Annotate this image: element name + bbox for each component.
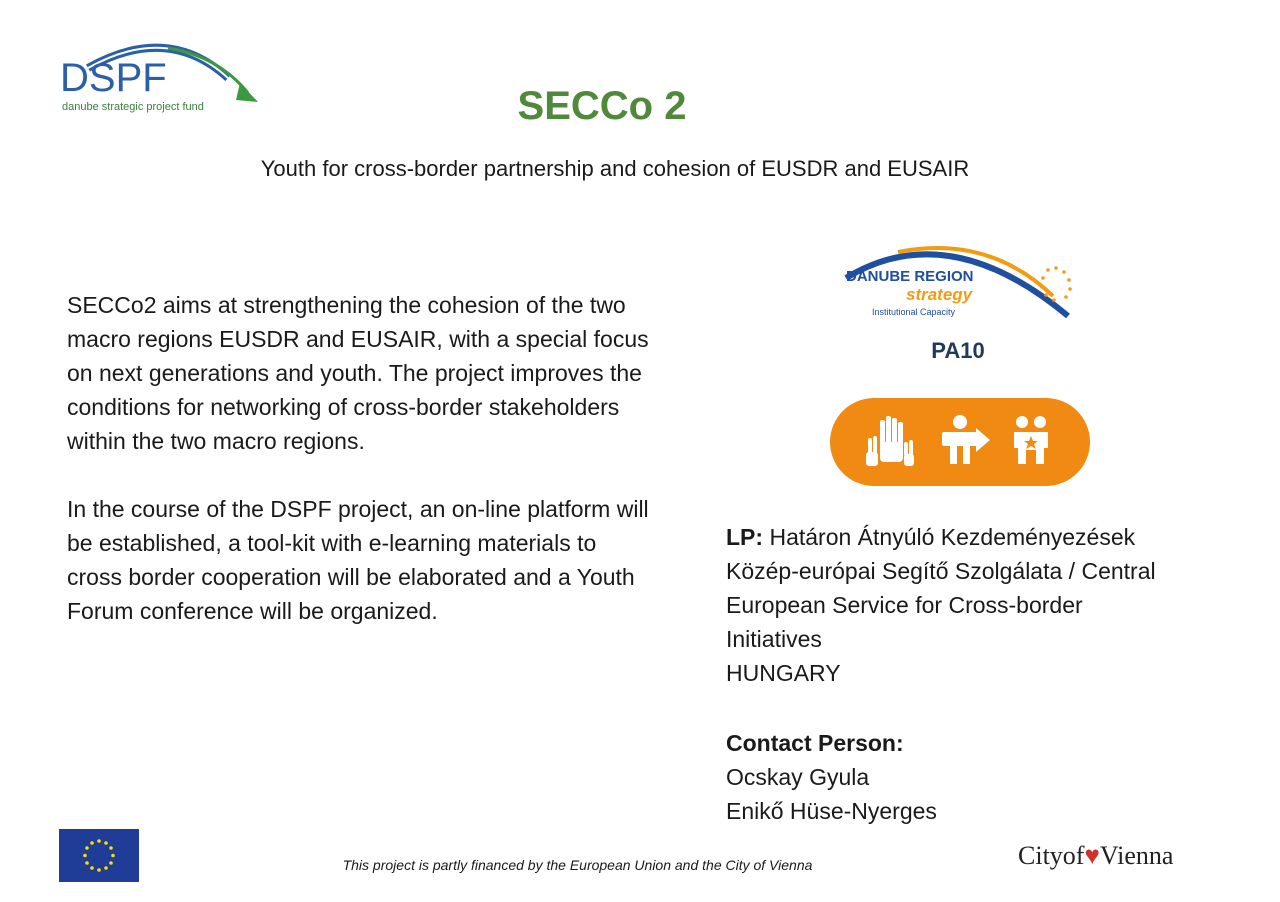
page-subtitle: Youth for cross-border partnership and cohesion of EUSDR and EUSAIR [260, 156, 970, 181]
contact-block [726, 726, 1206, 828]
raised-hands-icon [866, 416, 914, 466]
drs-logo-caption: Institutional Capacity [872, 307, 956, 317]
page-title: SECCo 2 [517, 84, 687, 128]
priority-area-icons-badge [830, 398, 1090, 486]
person-arrow-icon [942, 415, 990, 464]
contact-person-1: Ocskay Gyula [726, 764, 870, 790]
vienna-shield-icon: ♥ [1084, 841, 1100, 870]
description-paragraph-2: In the course of the DSPF project, an on-line platform will be established, a tool-kit with e-learning materials to cross border cooperation will be elaborated and a Youth Forum conference will be organized. [67, 496, 649, 624]
lead-partner-line-3: European Service for Cross-border [726, 592, 1083, 618]
project-description [67, 288, 657, 662]
lead-partner-line-2: Közép-európai Segítő Szolgálata / Central [726, 558, 1156, 584]
description-paragraph-1: SECCo2 aims at strengthening the cohesion of the two macro regions EUSDR and EUSAIR, with a special focus on next generations and youth. The project improves the conditions for networking of cross-border stakeholders within the two macro regions. [67, 292, 649, 454]
drs-logo-subtitle: strategy [906, 285, 973, 304]
dspf-logo-tagline: danube strategic project fund [62, 101, 204, 113]
contact-label: Contact Person: [726, 730, 904, 756]
lead-partner-block [726, 520, 1246, 690]
lead-partner-country: HUNGARY [726, 660, 841, 686]
city-of-vienna-logo: Cityof♥Vienna [1018, 841, 1174, 870]
priority-area-label: PA10 [931, 338, 985, 363]
funding-note: This project is partly financed by the European Union and the City of Vienna [342, 857, 813, 873]
drs-logo-title: DANUBE REGION [846, 268, 974, 285]
lead-partner-label: LP: [726, 524, 764, 550]
contact-person-2: Enikő Hüse-Nyerges [726, 798, 937, 824]
eu-stars-icon [59, 829, 139, 882]
dspf-logo-text: DSPF [60, 56, 167, 100]
eu-flag-logo [59, 829, 139, 882]
lead-partner-line-1: Határon Átnyúló Kezdeményezések [769, 524, 1136, 550]
lead-partner-line-4: Initiatives [726, 626, 822, 652]
hands-arrow-people-icons [830, 398, 1090, 486]
